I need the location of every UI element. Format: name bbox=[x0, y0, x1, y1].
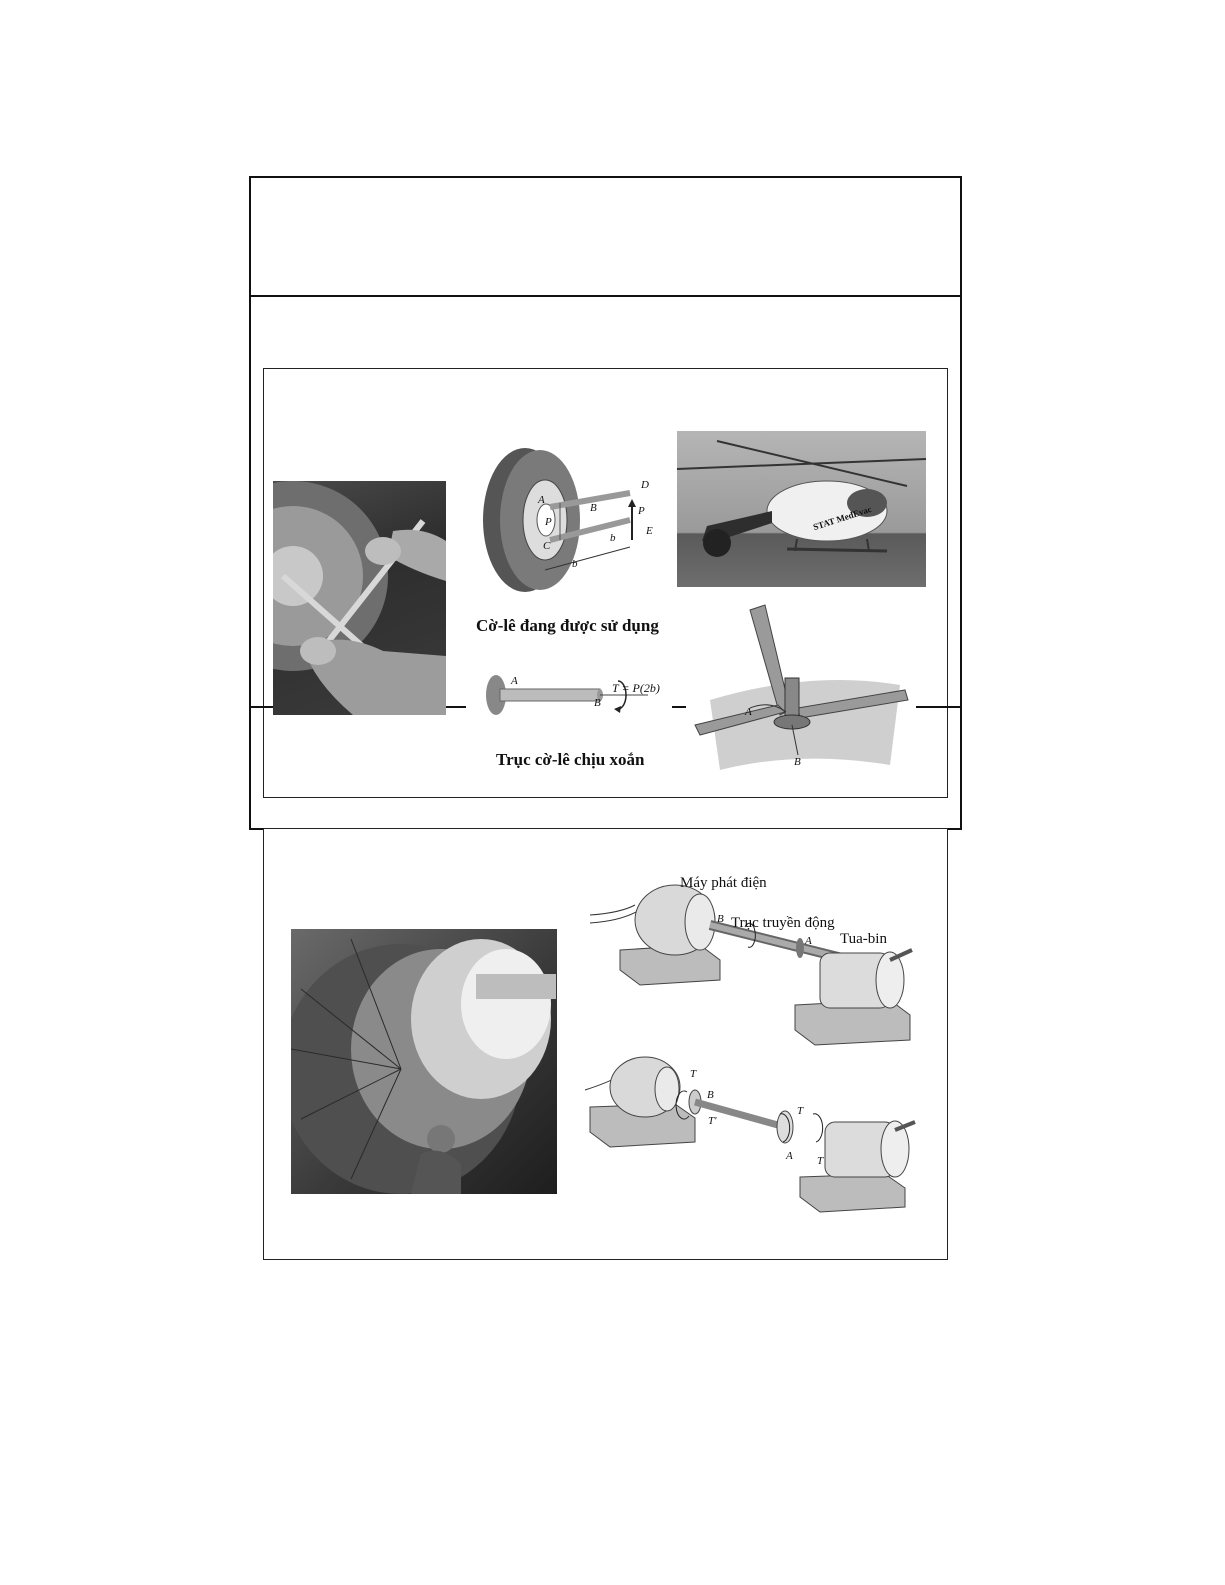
helicopter-text: STAT MedEvac bbox=[811, 503, 873, 533]
wrench-photo bbox=[273, 481, 446, 715]
wrench-label-b: b bbox=[572, 558, 578, 570]
top-label-A: A bbox=[805, 935, 812, 947]
shaft-label-T: T = P(2b) bbox=[612, 681, 660, 695]
generator-diagram-top bbox=[590, 875, 920, 1055]
helicopter-photo bbox=[677, 431, 926, 587]
wrench-label-E: E bbox=[646, 525, 653, 537]
rotor-label-A: A bbox=[745, 706, 752, 718]
wrench-label-C: C bbox=[543, 540, 551, 552]
turbine-label: Tua-bin bbox=[840, 931, 887, 947]
wrench-label-B: B bbox=[590, 502, 597, 514]
wrench-caption: Cờ-lê đang được sử dụng bbox=[476, 616, 659, 635]
shaft-label-B: B bbox=[594, 697, 601, 709]
wrench-label-b2: b bbox=[610, 532, 616, 544]
bottom-label-T-prime: T' bbox=[708, 1115, 717, 1127]
top-label-B: B bbox=[717, 913, 724, 925]
bottom-label-T2: T bbox=[797, 1105, 804, 1117]
divider-line bbox=[672, 706, 686, 708]
shaft-caption: Trục cờ-lê chịu xoắn bbox=[496, 750, 645, 769]
bottom-label-A: A bbox=[786, 1150, 793, 1162]
bottom-label-B: B bbox=[707, 1089, 714, 1101]
divider-line bbox=[916, 706, 962, 708]
wrench-label-D: D bbox=[641, 479, 649, 491]
drive-shaft-label: Trục truyền động bbox=[731, 915, 835, 931]
rotor-diagram bbox=[690, 600, 920, 770]
bottom-label-T1: T bbox=[690, 1068, 697, 1080]
generator-label: Máy phát điện bbox=[680, 875, 767, 891]
wrench-label-P2: P bbox=[545, 516, 552, 528]
divider-line bbox=[249, 706, 275, 708]
shaft-label-A: A bbox=[511, 675, 518, 687]
turbine-photo bbox=[291, 929, 557, 1194]
wrench-label-P: P bbox=[638, 505, 645, 517]
wrench-label-A: A bbox=[538, 494, 545, 506]
header-frame bbox=[249, 176, 962, 297]
divider-line bbox=[446, 706, 466, 708]
wrench-diagram bbox=[470, 445, 670, 605]
bottom-label-T3: T bbox=[817, 1155, 824, 1167]
shaft-diagram bbox=[478, 665, 658, 735]
generator-diagram-bottom bbox=[585, 1052, 915, 1212]
rotor-label-B: B bbox=[794, 756, 801, 768]
